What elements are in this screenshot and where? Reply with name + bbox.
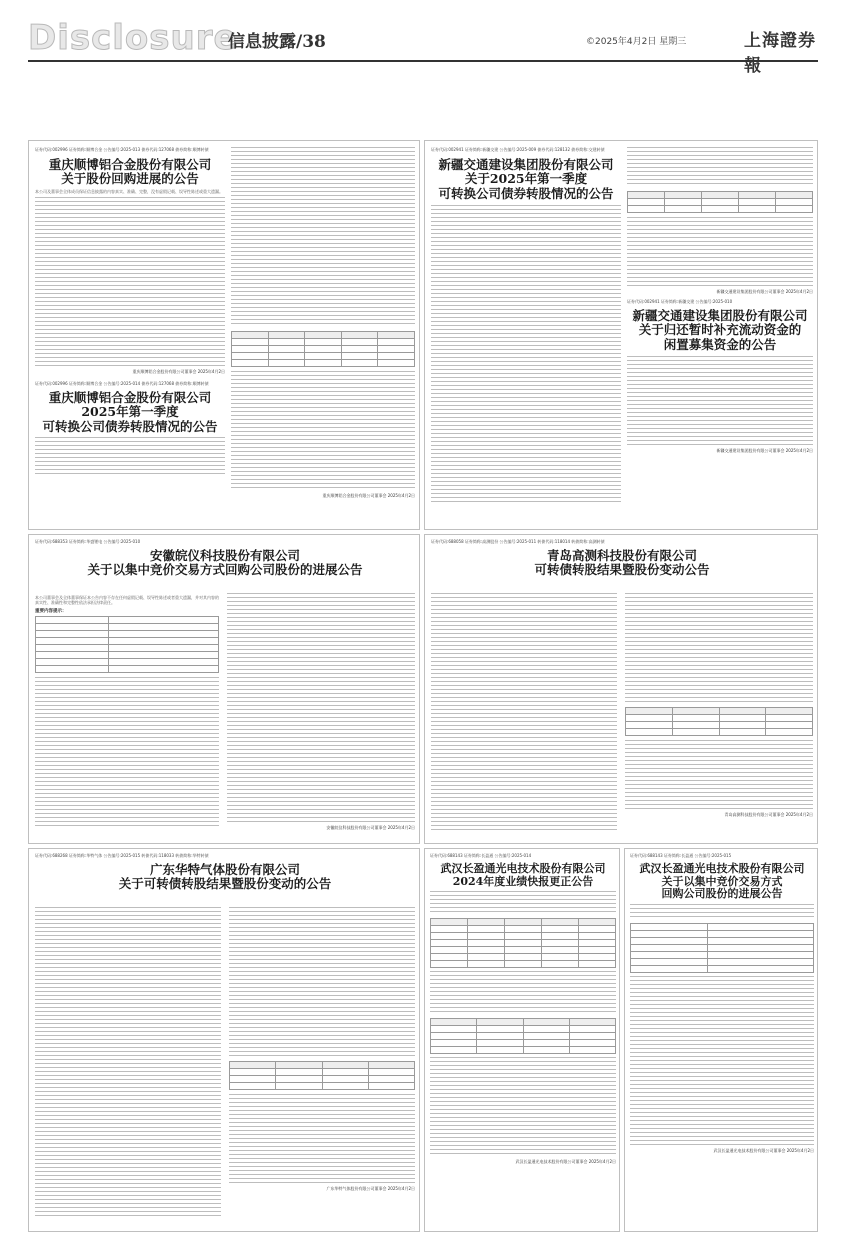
article-title: 关于可转债转股结果暨股份变动的公告 [118,876,332,892]
article-body-text [430,1057,616,1157]
article-shunbo [28,140,420,530]
article-title: 青岛高测科技股份有限公司 [546,548,697,563]
article-title: 可转换公司债券转股情况的公告 [42,418,218,434]
article-signature: 青岛高测科技股份有限公司董事会 2025年4月2日 [724,812,813,817]
article-title: 武汉长盈通光电技术股份有限公司 [440,862,606,875]
article-body-text [627,356,813,446]
article-body-text [627,217,813,287]
article-title: 重庆顺博铝合金股份有限公司 [48,157,212,172]
article-xinjiang-conversion [424,140,818,530]
article-signature: 武汉长盈通光电技术股份有限公司董事会 2025年4月2日 [713,1147,814,1153]
article-body-text [627,147,813,187]
issue-date: ©2025年4月2日 星期三 [586,37,687,47]
article-changyingtong-repurchase [624,848,818,1232]
article-changyingtong-correction [424,848,620,1232]
share-change-table [625,707,813,736]
article-title: 2024年度业绩快报更正公告 [452,874,594,888]
article-title: 武汉长盈通光电技术股份有限公司 [639,862,805,875]
article-huate-conversion [28,848,420,1232]
article-meta: 证券代码:688143 证券简称:长盈通 公告编号:2025-015 [630,853,732,858]
article-body-text [430,891,616,915]
article-body-text [231,147,415,327]
article-body-text [35,677,219,827]
article-body-text [227,593,415,823]
article-body-text [431,593,617,833]
article-subheading: 重要内容提示： [35,609,67,614]
repurchase-summary-table [630,923,814,973]
article-title: 关于2025年第一季度 [464,171,588,187]
article-title: 新疆交通建设集团股份有限公司 [438,157,614,172]
article-meta: 证券代码:002996 证券简称:顺博合金 公告编号:2025-014 债券代码:127068 债券简称:顺博转债 [35,380,209,386]
article-signature: 新疆交通建设集团股份有限公司董事会 2025年4月2日 [716,289,813,294]
article-body-text [35,437,225,477]
article-title: 关于以集中竞价交易方式 [661,874,783,888]
article-body-text [630,904,814,920]
article-signature: 武汉长盈通光电技术股份有限公司董事会 2025年4月2日 [515,1159,616,1165]
article-title: 闲置募集资金的公告 [663,336,777,352]
article-body-text [431,205,621,505]
article-meta: 证券代码:688353 证券简称:华盛锂电 公告编号:2025-010 [35,539,141,544]
correction-table [430,1018,616,1054]
article-body-text [229,907,415,1057]
article-title: 可转债转股结果暨股份变动公告 [534,562,710,578]
article-body-text [229,1094,415,1184]
share-structure-table [627,191,813,213]
article-notice: 本公司董事会及全体董事保证本公告内容不存在任何虚假记载、误导性陈述或者重大遗漏，并对其内容的真实性、准确性和完整性依法承担法律责任。 [35,595,219,605]
article-title: 回购公司股份的进展公告 [661,887,783,901]
article-body-text [430,971,616,1015]
article-meta: 证券代码:688143 证券简称:长盈通 公告编号:2025-014 [430,853,532,858]
section-brand: Disclosure [28,18,238,58]
article-body-text [35,197,225,367]
article-meta: 证券代码:002996 证券简称:顺博合金 公告编号:2025-013 债券代码:127068 债券简称:顺博转债 [35,147,209,152]
article-signature: 新疆交通建设集团股份有限公司董事会 2025年4月2日 [716,448,813,454]
article-title: 关于以集中竞价交易方式回购公司股份的进展公告 [87,562,363,578]
article-title: 可转换公司债券转股情况的公告 [438,185,614,201]
article-signature: 重庆顺博铝合金股份有限公司董事会 2025年4月2日 [322,493,415,498]
article-title: 关于归还暂时补充流动资金的 [638,322,802,338]
article-title: 新疆交通建设集团股份有限公司 [632,308,808,323]
article-wanyi-repurchase [28,534,420,844]
newspaper-logo: 上海證券報 [744,31,816,76]
article-signature: 广东华特气体股份有限公司董事会 2025年4月2日 [326,1186,415,1191]
article-title: 安徽皖仪科技股份有限公司 [149,548,300,563]
article-meta: 证券代码:688058 证券简称:高测股份 公告编号:2025-011 转债代码:118014 转债简称:高测转债 [431,539,605,544]
article-notice: 本公司及董事会全体成员保证信息披露的内容真实、准确、完整，没有虚假记载、误导性陈述或重大遗漏。 [35,188,223,194]
article-body-text [35,907,221,1217]
article-title: 2025年第一季度 [81,404,179,420]
masthead [28,18,818,76]
article-body-text [231,371,415,491]
article-title: 关于股份回购进展的公告 [61,171,199,187]
repurchase-summary-table [35,616,219,673]
article-title: 广东华特气体股份有限公司 [149,862,300,877]
article-meta: 证券代码:688268 证券简称:华特气体 公告编号:2025-015 转债代码:118033 转债简称:华特转债 [35,853,209,858]
share-change-table [231,331,415,367]
article-title: 重庆顺博铝合金股份有限公司 [48,389,212,405]
article-body-text [625,593,813,703]
article-signature: 重庆顺博铝合金股份有限公司董事会 2025年4月2日 [132,368,225,374]
financial-data-table [430,918,616,968]
share-change-table [229,1061,415,1090]
article-meta: 证券代码:002941 证券简称:新疆交建 公告编号:2025-010 [627,299,733,304]
section-title: 信息披露/38 [228,32,326,52]
article-meta: 证券代码:002941 证券简称:新疆交建 公告编号:2025-009 债券代码:128132 债券简称:交建转债 [431,147,605,152]
article-gaoce-conversion [424,534,818,844]
article-body-text [625,740,813,810]
article-signature: 安徽皖仪科技股份有限公司董事会 2025年4月2日 [326,825,415,830]
article-body-text [630,976,814,1146]
